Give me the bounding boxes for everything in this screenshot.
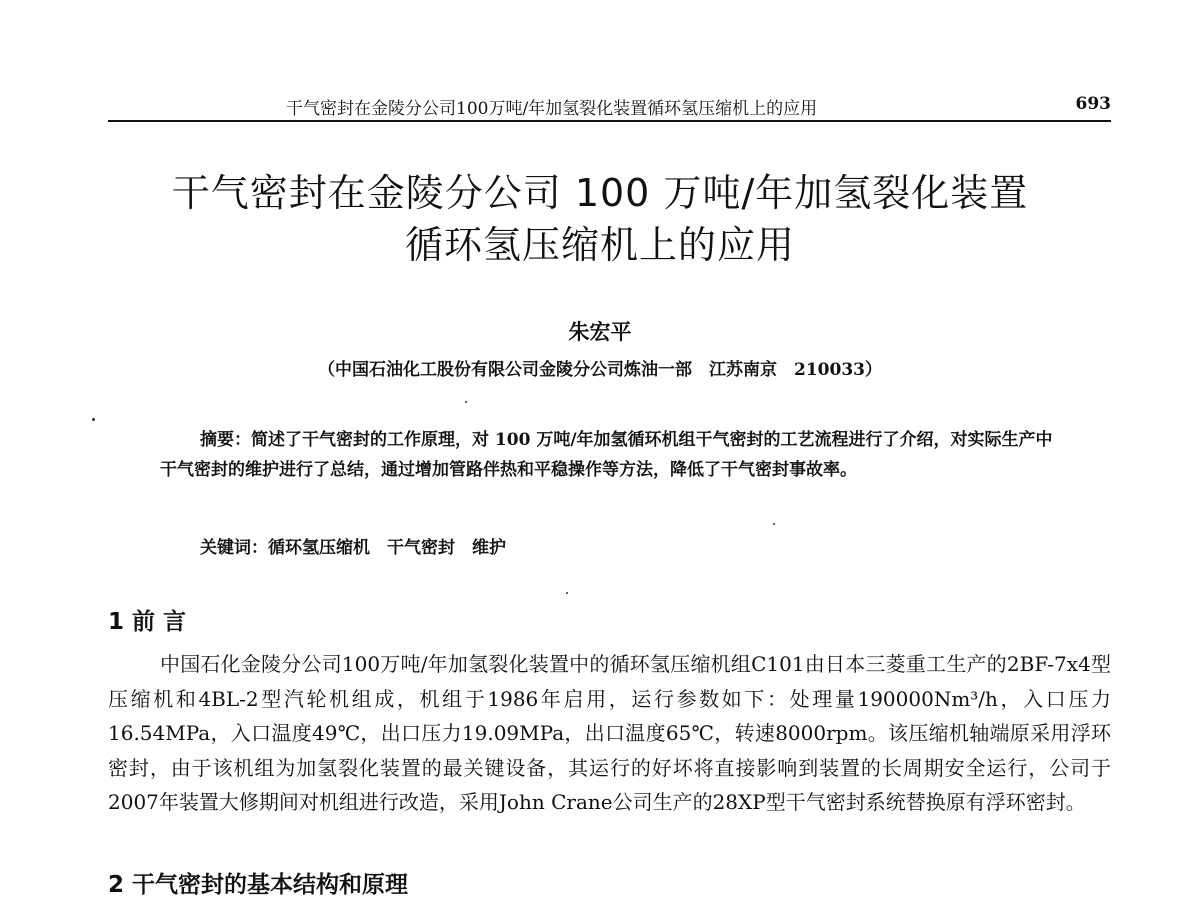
scan-speck (773, 523, 775, 525)
paper-title-line-2: 循环氢压缩机上的应用 (404, 223, 795, 267)
introduction-paragraph: 中国石化金陵分公司100万吨/年加氢裂化装置中的循环氢压缩机组C101由日本三菱重工生产的2BF-7x4型压缩机和4BL-2型汽轮机组成，机组于1986年启用，运行参数如下：处理量190000Nm³/h，入口压力16.54MPa，入口温度49℃，出口压力19.09MPa，出口温度65℃，转速8000rpm。该压缩机轴端原采用浮环密封，由于该机组为加氢裂化装置的最关键设备，其运行的好坏将直接影响到装置的长周期安全运行，公司于2007年装置大修期间对机组进行改造，采用John Crane公司生产的28XP型干气密封系统替换原有浮环密封。 (108, 652, 1111, 814)
author-affiliation: （中国石油化工股份有限公司金陵分公司炼油一部 江苏南京 210033） (318, 360, 882, 380)
section-heading-introduction: 1 前 言 (108, 609, 187, 635)
paper-title-line-1: 干气密封在金陵分公司 100 万吨/年加氢裂化装置 (171, 171, 1029, 215)
author-name: 朱宏平 (568, 319, 632, 344)
section-heading-structure-principle: 2 干气密封的基本结构和原理 (108, 872, 409, 898)
abstract: 摘要：简述了干气密封的工作原理，对 100 万吨/年加氢循环机组干气密封的工艺流程进行了介绍，对实际生产中干气密封的维护进行了总结，通过增加管路伴热和平稳操作等方法，降低了干气密封事故率。 (160, 430, 1053, 480)
running-title: 干气密封在金陵分公司100万吨/年加氢裂化装置循环氢压缩机上的应用 (286, 99, 818, 119)
paper-title (0, 167, 1200, 271)
scan-speck (465, 401, 467, 403)
scan-speck (92, 418, 95, 421)
keywords: 关键词：循环氢压缩机 干气密封 维护 (200, 538, 506, 558)
running-header (108, 92, 1111, 122)
page-number: 693 (1075, 94, 1111, 114)
scan-speck (566, 592, 568, 594)
